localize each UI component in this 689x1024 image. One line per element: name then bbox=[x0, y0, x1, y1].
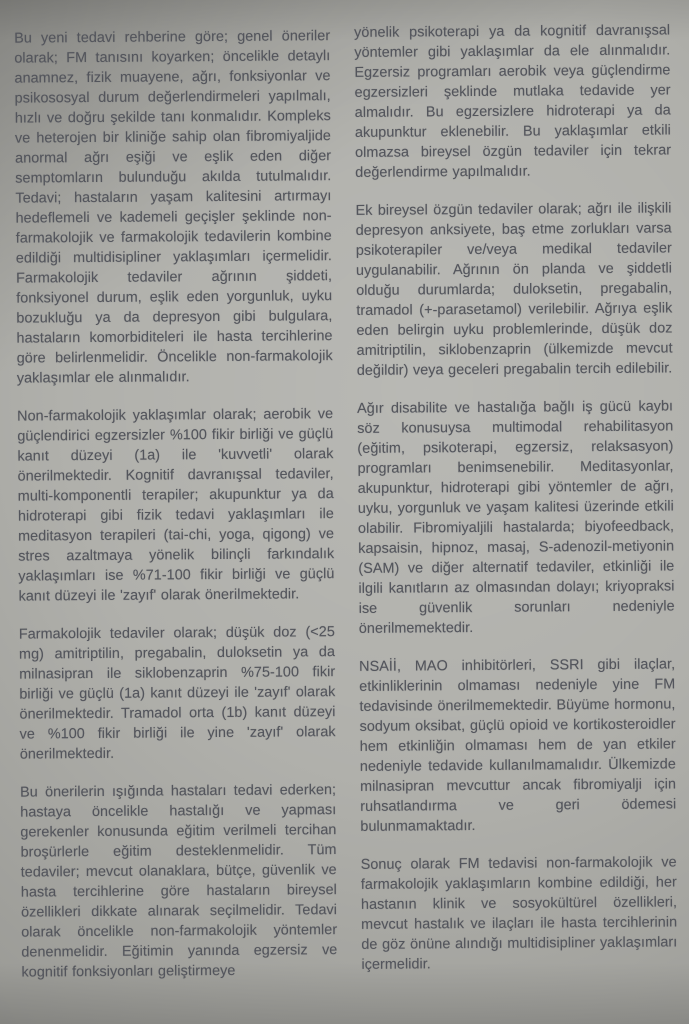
paragraph-multimodal-rehabilitation: Ağır disabilite ve hastalığa bağlı iş gücü kaybı söz konusuysa multimodal rehabilitasyon (eğitim, psikoterapi, egzersiz, relaksasyon) programları benimsenebilir. Meditasyonlar, akupunktur, hidroterapi gibi yöntemler de ağrı, uyku, yorgunluk ve yaşam kalitesi üzerinde etkili olabilir. Fibromiyaljili hastalarda; biyofeedback, kapsaisin, hipnoz, masaj, S-adenozil-metiyonin (SAM) ve diğer alternatif tedaviler, etkinliği ile ilgili kanıtların az olmasından dolayı; kriyopraksi ise güvenlik sorunları nedeniyle önerilmemektedir. bbox=[357, 398, 675, 637]
paragraph-non-pharmacological: Non-farmakolojik yaklaşımlar olarak; aerobik ve güçlendirici egzersizler %100 fikir birliği ve güçlü kanıt düzeyi (1a) ile 'kuvvetli' olarak önerilmektedir. Kognitif davranışsal tedaviler, multi-komponentli terapiler; akupunktur ya da hidroterapi gibi fizik tedavi yaklaşımları ile meditasyon terapileri (tai-chi, yoga, qigong) ve stres azaltmaya yönelik bilinçli farkındalık yaklaşımları ise %71-100 fikir birliği ve güçlü kanıt düzeyi ile 'zayıf' olarak önerilmektedir. bbox=[17, 406, 335, 605]
paragraph-not-recommended-drugs: NSAİİ, MAO inhibitörleri, SSRI gibi ilaçlar, etkinliklerinin olmaması nedeniyle yine FM tedavisinde önerilmemektedir. Büyüme hormonu, sodyum oksibat, güçlü opioid ve kortikosteroidler hem etkinliğin olmaması hem de yan etkiler nedeniyle tedavide kullanılmamalıdır. Ülkemizde milnasipran mevcuttur ancak fibromiyalji için ruhsatlandırma ve geri ödemesi bulunmamaktadır. bbox=[359, 656, 677, 835]
paragraph-general-recommendations: Bu yeni tedavi rehberine göre; genel öneriler olarak; FM tanısını koyarken; öncelikle detaylı anamnez, fizik muayene, ağrı, fonksiyonlar ve psikososyal durum değerlendirmeleri yapılmalı, hızlı ve doğru şekilde tanı konmalıdır. Kompleks ve heterojen bir kliniğe sahip olan fibromiyaljide anormal ağrı eşiği ve eşlik eden diğer semptomların bulunduğu akılda tutulmalıdır. Tedavi; hastaların yaşam kalitesini artırmayı hedeflemeli ve kademeli geçişler şeklinde non-farmakolojik ve farmakolojik tedavilerin kombine edildiği multidisipliner yaklaşımları içermelidir. Farmakolojik tedaviler ağrının şiddeti, fonksiyonel durum, eşlik eden yorgunluk, uyku bozukluğu ya da depresyon gibi bulgulara, hastaların komorbiditeleri ile hasta tercihlerine göre belirlenmelidir. Öncelikle non-farmakolojik yaklaşımlar ele alınmalıdır. bbox=[14, 28, 333, 387]
two-column-text-layout bbox=[14, 23, 678, 1024]
paragraph-conclusion: Sonuç olarak FM tedavisi non-farmakolojik ve farmakolojik yaklaşımların kombine edildiği, her hastanın klinik ve sosyokültürel özellikleri, mevcut hastalık ve ilaçları ile hasta tercihlerinin de göz önüne alındığı multidisipliner yaklaşımları içermelidir. bbox=[360, 854, 678, 973]
paragraph-individual-treatments: Ek bireysel özgün tedaviler olarak; ağrı ile ilişkili depresyon anksiyete, baş etme zorlukları varsa psikoterapiler ve/veya medikal tedaviler uygulanabilir. Ağrının ön planda ve şiddetli olduğu durumlarda; duloksetin, pregabalin, tramadol (+-parasetamol) verilebilir. Ağrıya eşlik eden belirgin uyku problemlerinde, düşük doz amitriptilin, siklobenzaprin (ülkemizde mevcut değildir) veya geceleri pregabalin tercih edilebilir. bbox=[355, 200, 673, 379]
left-column bbox=[14, 26, 338, 1024]
right-column bbox=[354, 23, 678, 1023]
paragraph-pharmacological: Farmakolojik tedaviler olarak; düşük doz (<25 mg) amitriptilin, pregabalin, duloksetin ya da milnasipran ile siklobenzaprin %75-100 fikir birliği ve güçlü (1a) kanıt düzeyi ile 'zayıf' olarak önerilmektedir. Tramadol orta (1b) kanıt düzeyi ve %100 fikir birliği ile yine 'zayıf' olarak önerilmektedir. bbox=[18, 624, 336, 763]
paragraph-patient-education: Bu önerilerin ışığında hastaları tedavi ederken; hastaya öncelikle hastalığı ve yapması gerekenler konusunda eğitim verilmeli tercihan broşürlerle eğitim desteklenmelidir. Tüm tedaviler; mevcut olanaklara, bütçe, güvenlik ve hasta tercihlerine göre hastaların bireysel özellikleri dikkate alınarak seçilmelidir. Tedavi olarak öncelikle non-farmakolojik yöntemler denenmelidir. Eğitimin yanında egzersiz ve kognitif fonksiyonları geliştirmeye bbox=[20, 782, 338, 981]
paragraph-education-continuation: yönelik psikoterapi ya da kognitif davranışsal yöntemler gibi yaklaşımlar da ele alınmalıdır. Egzersiz programları aerobik veya güçlendirme egzersizleri şeklinde mutlaka tedavide yer almalıdır. Bu egzersizlere hidroterapi ya da akupunktur eklenebilir. Bu yaklaşımlar etkili olmazsa bireysel özgün tedaviler için tekrar değerlendirme yapılmalıdır. bbox=[354, 22, 672, 181]
